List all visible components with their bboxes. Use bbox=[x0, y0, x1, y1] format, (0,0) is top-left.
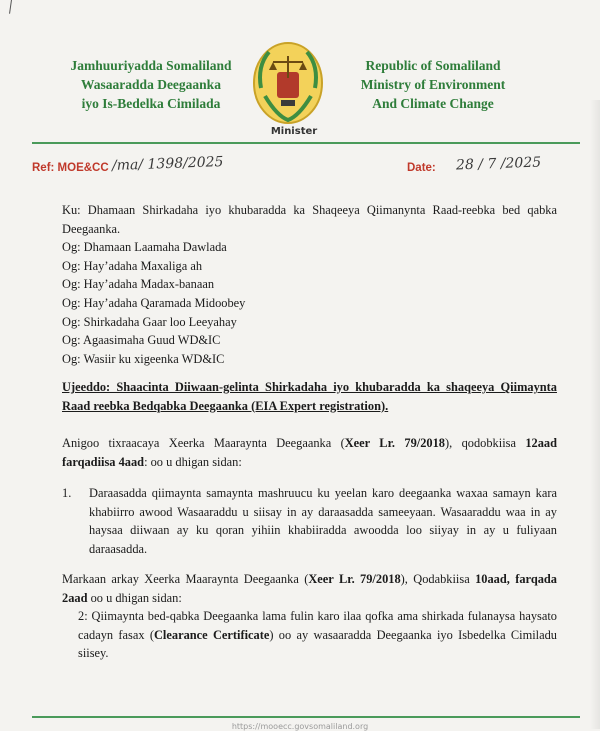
letterhead-english-line: Republic of Somaliland bbox=[365, 58, 501, 73]
recipient-cc: Og: Hay’adaha Qaramada Midoobey bbox=[62, 295, 246, 310]
recipient-cc: Og: Agaasimaha Guud WD&IC bbox=[62, 333, 221, 348]
pen-mark bbox=[9, 0, 15, 14]
law-number: Xeer Lr. 79/2018 bbox=[344, 436, 445, 450]
letterhead-english bbox=[338, 56, 528, 113]
certificate-term: Clearance Certificate bbox=[153, 627, 270, 642]
text-run: ), Qodabkiisa bbox=[400, 572, 476, 586]
text-run: ) oo ay wasaaradda Deegaanka iyo Isbedelka Cimiladu siisey. bbox=[78, 627, 557, 661]
recipient-cc: Og: Hay’adaha Madax-banaan bbox=[62, 277, 215, 292]
reference-label: Ref: MOE&CC bbox=[32, 162, 109, 174]
header-divider bbox=[32, 142, 580, 144]
letterhead-english-line: And Climate Change bbox=[372, 96, 494, 111]
letterhead-somali-line: Jamhuuriyadda Somaliland bbox=[70, 58, 232, 73]
reference-number: /ma/ 1398/2025 bbox=[111, 154, 224, 174]
coat-of-arms-icon bbox=[247, 38, 329, 128]
date-value: 28 / 7 /2025 bbox=[455, 154, 542, 174]
recipient-cc: Og: Shirkadaha Gaar loo Leeyahay bbox=[62, 314, 237, 329]
text-run: oo u dhigan sidan: bbox=[87, 590, 182, 605]
office-label: Minister bbox=[270, 126, 318, 137]
recipient-cc: Og: Hay’adaha Maxaliga ah bbox=[62, 258, 203, 273]
paragraph-clearance bbox=[62, 570, 557, 663]
numbered-item bbox=[62, 484, 557, 558]
recipient-cc: Og: Dhamaan Laamaha Dawlada bbox=[62, 240, 227, 255]
letterhead-english-line: Ministry of Environment bbox=[360, 77, 506, 92]
clearance-intro bbox=[62, 570, 557, 607]
footer-divider bbox=[32, 716, 580, 718]
recipient-cc: Og: Wasiir ku xigeenka WD&IC bbox=[62, 351, 225, 366]
text-run: ), qodobkiisa bbox=[445, 436, 526, 450]
clearance-clause bbox=[78, 607, 557, 663]
text-run: 2: Qiimaynta bed-qabka Deegaanka lama fulin karo ilaa qofka ama shirkada fulanaysa haysato cadayn fasax ( bbox=[78, 609, 557, 642]
footer-website: https://mooecc.govsomaliland.org bbox=[231, 722, 369, 731]
recipient-primary: Ku: Dhamaan Shirkadaha iyo khubaradda ka Shaqeeya Qiimanynta Raad-reebka bed qabka Deegaanka. bbox=[62, 203, 557, 236]
scan-shadow bbox=[590, 100, 600, 729]
text-run: : oo u dhigan sidan: bbox=[144, 454, 242, 469]
article-reference: 10aad, farqada 2aad bbox=[62, 572, 557, 605]
item-text: Daraasadda qiimaynta samaynta mashruucu ku yeelan karo deegaanka waxaa samayn kara khabiirro awood Wasaaraddu u siisay in ay daraasadda sameeyaan. Wasaaraddu waa in ay haysaa diiwaan ay ku qoran yihiin khabiiradda awoodda loo siiyay in ay u fuliyaan daraasadda. bbox=[89, 486, 557, 556]
letterhead-somali-line: iyo Is-Bedelka Cimilada bbox=[81, 96, 221, 111]
law-number: Xeer Lr. 79/2018 bbox=[308, 572, 401, 586]
article-reference: 12aad farqadiisa 4aad bbox=[62, 436, 557, 469]
letterhead-somali-line: Wasaaradda Deegaanka bbox=[81, 77, 221, 92]
item-number: 1. bbox=[62, 486, 72, 500]
subject-line: Ujeeddo: Shaacinta Diiwaan-gelinta Shirkadaha iyo khubaradda ka shaqeeya Qiimaynta Raad reebka Bedqabka Deegaanka (EIA Expert registration). bbox=[62, 380, 557, 413]
paragraph-reference bbox=[62, 434, 557, 471]
letterhead-somali bbox=[56, 56, 246, 113]
recipients-block bbox=[62, 201, 557, 368]
text-run: Markaan arkay Xeerka Maaraynta Deegaanka ( bbox=[62, 572, 309, 586]
date-label: Date: bbox=[407, 162, 436, 174]
text-run: Anigoo tixraacaya Xeerka Maaraynta Deegaanka ( bbox=[62, 436, 345, 450]
